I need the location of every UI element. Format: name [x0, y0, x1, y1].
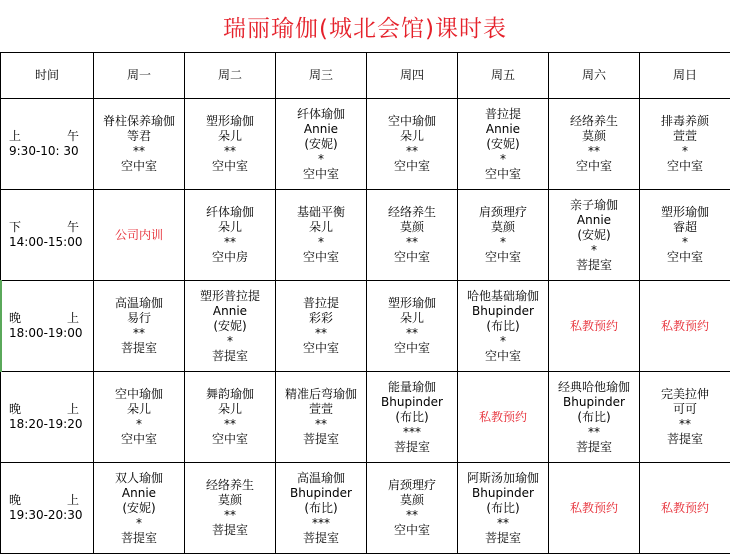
class-cell	[367, 99, 458, 190]
class-line: 空中室	[276, 250, 366, 265]
class-line: Bhupinder	[458, 486, 548, 501]
class-line: *	[94, 516, 184, 531]
class-line: 经络养生	[549, 114, 639, 129]
period-label: 午	[67, 220, 79, 235]
class-line: (布比)	[367, 410, 457, 425]
row-accent-bar	[0, 280, 2, 372]
class-cell	[367, 190, 458, 281]
class-line: *	[458, 152, 548, 167]
header-day: 周六	[549, 53, 640, 99]
class-line: **	[549, 425, 639, 440]
class-line: **	[94, 144, 184, 159]
class-cell	[640, 190, 730, 281]
class-line: **	[94, 326, 184, 341]
class-line: 塑形瑜伽	[640, 205, 730, 220]
class-line: Bhupinder	[549, 395, 639, 410]
class-line: **	[276, 417, 366, 432]
class-line: Annie	[549, 213, 639, 228]
schedule-table	[0, 52, 730, 554]
class-cell	[94, 99, 185, 190]
class-cell	[458, 372, 549, 463]
class-cell	[458, 190, 549, 281]
class-line: *	[94, 417, 184, 432]
class-line: 空中室	[640, 159, 730, 174]
class-line: (安妮)	[458, 137, 548, 152]
time-range: 18:20-19:20	[9, 417, 93, 432]
class-line: 萱萱	[640, 129, 730, 144]
class-line: 塑形普拉提	[185, 289, 275, 304]
class-line: 空中瑜伽	[367, 114, 457, 129]
period-label: 下	[9, 220, 21, 235]
class-line: 私教预约	[640, 319, 730, 334]
class-cell	[276, 281, 367, 372]
class-line: 菩提室	[549, 258, 639, 273]
time-range: 18:00-19:00	[9, 326, 93, 341]
class-cell	[185, 372, 276, 463]
class-line: 塑形瑜伽	[367, 296, 457, 311]
class-line: 双人瑜伽	[94, 471, 184, 486]
time-range: 19:30-20:30	[9, 508, 93, 523]
class-line: 经络养生	[367, 205, 457, 220]
class-line: (布比)	[276, 501, 366, 516]
class-line: 空中室	[367, 250, 457, 265]
class-cell	[549, 463, 640, 554]
class-line: (安妮)	[94, 501, 184, 516]
class-cell	[276, 463, 367, 554]
class-line: 朵儿	[367, 311, 457, 326]
class-line: 私教预约	[549, 319, 639, 334]
class-line: **	[367, 235, 457, 250]
class-line: 菩提室	[185, 523, 275, 538]
class-line: 公司内训	[94, 228, 184, 243]
class-cell	[94, 281, 185, 372]
class-line: 完美拉伸	[640, 387, 730, 402]
class-line: (安妮)	[185, 319, 275, 334]
class-line: Bhupinder	[276, 486, 366, 501]
class-line: 肩颈理疗	[367, 478, 457, 493]
schedule-row	[1, 281, 730, 372]
class-line: 朵儿	[185, 220, 275, 235]
class-line: 空中室	[94, 159, 184, 174]
class-line: 易行	[94, 311, 184, 326]
class-line: ***	[276, 516, 366, 531]
class-line: *	[458, 334, 548, 349]
schedule-row	[1, 463, 730, 554]
class-cell	[276, 99, 367, 190]
class-line: **	[185, 417, 275, 432]
class-line: **	[458, 516, 548, 531]
header-day: 周一	[94, 53, 185, 99]
class-line: 朵儿	[94, 402, 184, 417]
class-line: **	[640, 417, 730, 432]
class-line: 经典哈他瑜伽	[549, 380, 639, 395]
class-line: 经络养生	[185, 478, 275, 493]
class-line: 空中室	[185, 432, 275, 447]
class-cell	[640, 99, 730, 190]
class-cell	[185, 463, 276, 554]
class-line: Annie	[185, 304, 275, 319]
header-time: 时间	[1, 53, 94, 99]
class-line: **	[185, 235, 275, 250]
class-cell	[367, 463, 458, 554]
class-line: 莫颜	[185, 493, 275, 508]
period-label: 晚	[9, 402, 21, 417]
period-label: 上	[9, 129, 21, 144]
class-line: 基础平衡	[276, 205, 366, 220]
class-line: 朵儿	[367, 129, 457, 144]
class-line: 空中室	[367, 341, 457, 356]
class-line: 莫颜	[549, 129, 639, 144]
class-line: 空中房	[185, 250, 275, 265]
schedule-row	[1, 372, 730, 463]
class-line: *	[549, 243, 639, 258]
class-line: *	[458, 235, 548, 250]
class-line: *	[276, 152, 366, 167]
class-line: 菩提室	[185, 349, 275, 364]
class-line: 菩提室	[367, 440, 457, 455]
class-line: **	[185, 508, 275, 523]
period-label: 晚	[9, 311, 21, 326]
period-label: 上	[67, 311, 79, 326]
time-slot-cell	[1, 99, 94, 190]
class-line: 纤体瑜伽	[185, 205, 275, 220]
class-line: **	[367, 508, 457, 523]
class-cell	[640, 281, 730, 372]
class-line: Annie	[276, 122, 366, 137]
class-line: Bhupinder	[367, 395, 457, 410]
class-cell	[185, 190, 276, 281]
class-line: 私教预约	[549, 501, 639, 516]
header-day: 周四	[367, 53, 458, 99]
class-line: **	[367, 326, 457, 341]
class-cell	[367, 372, 458, 463]
class-line: 朵儿	[185, 129, 275, 144]
class-line: 菩提室	[276, 531, 366, 546]
class-cell	[276, 372, 367, 463]
class-cell	[549, 372, 640, 463]
class-line: 空中室	[185, 159, 275, 174]
class-cell	[549, 99, 640, 190]
class-line: (布比)	[458, 319, 548, 334]
page-title: 瑞丽瑜伽(城北会馆)课时表	[0, 0, 730, 53]
class-line: 脊柱保养瑜伽	[94, 114, 184, 129]
class-line: 普拉提	[276, 296, 366, 311]
header-day: 周二	[185, 53, 276, 99]
class-line: **	[185, 144, 275, 159]
class-line: *	[640, 144, 730, 159]
class-cell	[367, 281, 458, 372]
schedule-row	[1, 99, 730, 190]
class-cell	[94, 190, 185, 281]
class-line: *	[276, 235, 366, 250]
class-line: 可可	[640, 402, 730, 417]
class-cell	[640, 463, 730, 554]
class-line: 空中瑜伽	[94, 387, 184, 402]
class-cell	[185, 99, 276, 190]
class-line: 萱萱	[276, 402, 366, 417]
class-line: Annie	[458, 122, 548, 137]
class-line: 空中室	[458, 250, 548, 265]
class-line: 亲子瑜伽	[549, 198, 639, 213]
class-line: Bhupinder	[458, 304, 548, 319]
class-cell	[458, 281, 549, 372]
class-line: 高温瑜伽	[276, 471, 366, 486]
header-row	[1, 53, 730, 99]
class-line: 菩提室	[549, 440, 639, 455]
schedule-row	[1, 190, 730, 281]
class-line: 菩提室	[94, 341, 184, 356]
class-line: *	[640, 235, 730, 250]
class-line: 肩颈理疗	[458, 205, 548, 220]
class-cell	[549, 281, 640, 372]
class-line: *	[185, 334, 275, 349]
class-line: 空中室	[276, 167, 366, 182]
class-cell	[549, 190, 640, 281]
class-line: 空中室	[276, 341, 366, 356]
class-line: 私教预约	[458, 410, 548, 425]
class-line: (安妮)	[549, 228, 639, 243]
class-line: **	[549, 144, 639, 159]
period-label: 晚	[9, 493, 21, 508]
time-slot-cell	[1, 281, 94, 372]
class-line: 菩提室	[640, 432, 730, 447]
class-line: ***	[367, 425, 457, 440]
class-line: 菩提室	[458, 531, 548, 546]
class-line: 朵儿	[185, 402, 275, 417]
header-day: 周三	[276, 53, 367, 99]
class-line: 能量瑜伽	[367, 380, 457, 395]
class-line: 哈他基础瑜伽	[458, 289, 548, 304]
class-cell	[640, 372, 730, 463]
class-cell	[94, 463, 185, 554]
class-line: 空中室	[458, 349, 548, 364]
class-line: 彩彩	[276, 311, 366, 326]
class-line: 塑形瑜伽	[185, 114, 275, 129]
class-line: 私教预约	[640, 501, 730, 516]
header-day: 周五	[458, 53, 549, 99]
class-line: (安妮)	[276, 137, 366, 152]
class-line: Annie	[94, 486, 184, 501]
class-line: 莫颜	[458, 220, 548, 235]
class-cell	[94, 372, 185, 463]
class-line: 菩提室	[94, 531, 184, 546]
time-slot-cell	[1, 190, 94, 281]
period-label: 午	[67, 129, 79, 144]
class-line: 排毒养颜	[640, 114, 730, 129]
class-cell	[276, 190, 367, 281]
period-label: 上	[67, 402, 79, 417]
class-line: (布比)	[549, 410, 639, 425]
class-line: 空中室	[367, 523, 457, 538]
time-slot-cell	[1, 463, 94, 554]
time-range: 9:30-10: 30	[9, 144, 93, 159]
class-cell	[185, 281, 276, 372]
period-label: 上	[67, 493, 79, 508]
class-line: 空中室	[367, 159, 457, 174]
class-line: 纤体瑜伽	[276, 107, 366, 122]
class-line: 睿超	[640, 220, 730, 235]
class-line: 舞韵瑜伽	[185, 387, 275, 402]
class-line: 精准后弯瑜伽	[276, 387, 366, 402]
class-line: 阿斯汤加瑜伽	[458, 471, 548, 486]
time-range: 14:00-15:00	[9, 235, 93, 250]
header-day: 周日	[640, 53, 730, 99]
class-line: 等君	[94, 129, 184, 144]
class-cell	[458, 99, 549, 190]
class-line: **	[276, 326, 366, 341]
class-line: 朵儿	[276, 220, 366, 235]
class-line: 高温瑜伽	[94, 296, 184, 311]
class-line: 空中室	[458, 167, 548, 182]
class-line: **	[367, 144, 457, 159]
class-line: 菩提室	[276, 432, 366, 447]
class-line: 莫颜	[367, 220, 457, 235]
class-line: 空中室	[640, 250, 730, 265]
class-line: 空中室	[549, 159, 639, 174]
class-line: (布比)	[458, 501, 548, 516]
class-line: 莫颜	[367, 493, 457, 508]
class-cell	[458, 463, 549, 554]
class-line: 普拉提	[458, 107, 548, 122]
class-line: 空中室	[94, 432, 184, 447]
time-slot-cell	[1, 372, 94, 463]
